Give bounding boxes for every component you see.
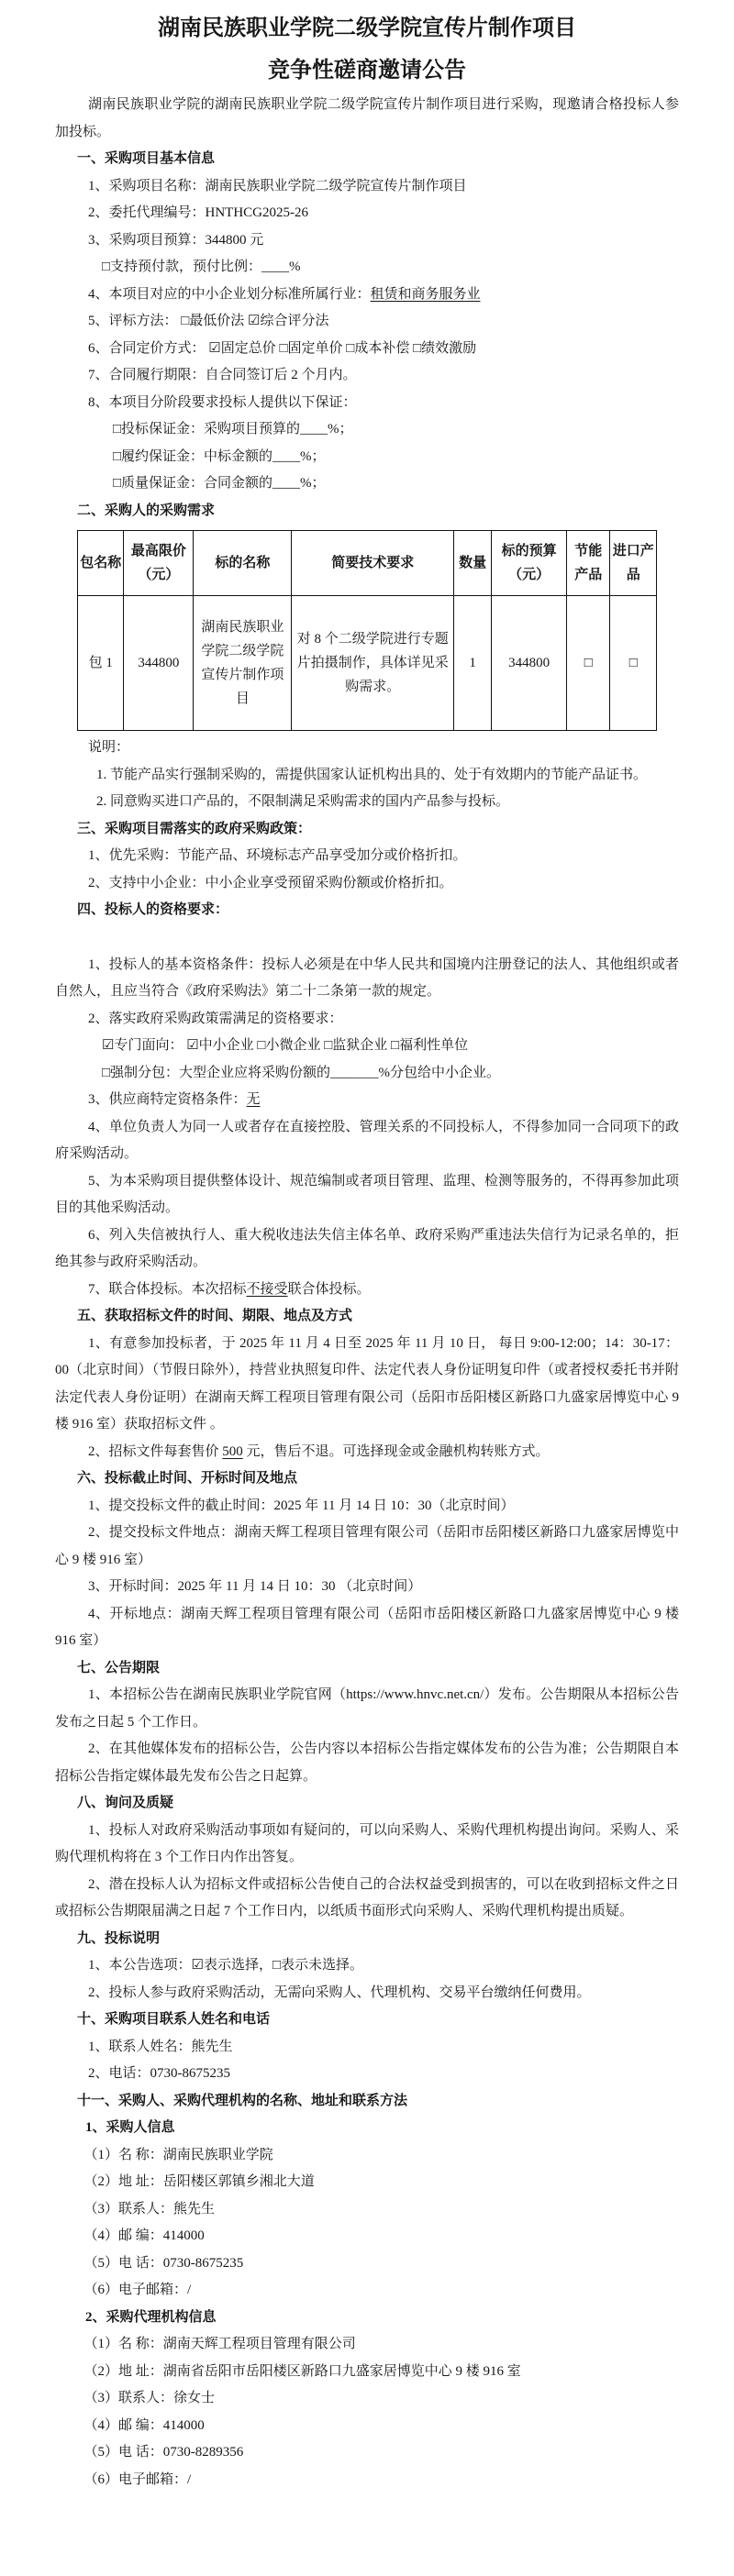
- section5-heading: 五、获取招标文件的时间、期限、地点及方式: [77, 1309, 353, 1323]
- section7-heading: 七、公告期限: [77, 1660, 161, 1675]
- s5-obtain-document: 1、有意参加投标者，于 2025 年 11 月 4 日至 2025 年 11 月 10 日， 每日 9:00-12:00；14：30-17：00（北京时间）（节假日除外），持营业执照复印件、法定代表人身份证明复印件（或者授权委托书并附法定代表人身份证明）在湖南天辉工程项目管理有限公司（岳阳市岳阳楼区新路口九盛家居博览中心 9 楼 916 室）获取招标文件 。: [55, 1335, 679, 1432]
- s2-note-2: 2. 同意购买进口产品的，不限制满足采购需求的国内产品参与投标。: [96, 794, 510, 809]
- s5-document-price-line: [55, 1439, 679, 1466]
- s3-priority-procurement: 1、优先采购：节能产品、环境标志产品享受加分或价格折扣。: [88, 848, 467, 863]
- th-package-name: 包名称: [78, 531, 124, 596]
- buyer-email: （6）电子邮箱：/: [83, 2283, 192, 2297]
- cell-energy-saving-checkbox: □: [567, 596, 610, 731]
- s4-specific-qualification-value: 无: [246, 1092, 261, 1107]
- agent-email: （6）电子邮箱：/: [83, 2471, 192, 2487]
- section11-heading: 十一、采购人、采购代理机构的名称、地址和联系方法: [77, 2093, 408, 2108]
- s5-price-post: 元，售后不退。可选择现金或金融机构转账方式。: [242, 1443, 550, 1459]
- cell-quantity: 1: [454, 596, 492, 731]
- s1-pricing-line: 6、合同定价方式： ☑固定总价 □固定单价 □成本补偿 □绩效激励: [88, 340, 477, 356]
- agent-phone: （5）电 话：0730-8289356: [83, 2445, 244, 2460]
- agent-contact: （3）联系人：徐女士: [83, 2391, 216, 2405]
- section9-heading: 九、投标说明: [77, 1930, 161, 1946]
- th-imported: 进口产品: [610, 531, 657, 596]
- s4-basic-qualification: 1、投标人的基本资格条件：投标人必须是在中华人民共和国境内注册登记的法人、其他组织或者自然人，且应当符合《政府采购法》第二十二条第一款的规定。: [55, 956, 679, 999]
- procurement-demand-table-wrapper: [77, 530, 657, 731]
- s4-consortium-line: [55, 1277, 679, 1304]
- s6-deadline: 1、提交投标文件的截止时间：2025 年 11 月 14 日 10：30（北京时间）: [88, 1498, 515, 1513]
- s7-publish-media: 1、本招标公告在湖南民族职业学院官网（https://www.hnvc.net.cn/）发布。公告期限从本招标公告发布之日起 5 个工作日。: [55, 1687, 679, 1730]
- agent-name: （1）名 称：湖南天辉工程项目管理有限公司: [83, 2337, 356, 2351]
- th-subject-name: 标的名称: [194, 531, 292, 596]
- s1-prepay-checkbox-line: □支持预付款，预付比例：____%: [102, 260, 301, 274]
- cell-max-price: 344800: [124, 596, 194, 731]
- doc-title-line1: 湖南民族职业学院二级学院宣传片制作项目: [158, 17, 576, 40]
- buyer-postcode: （4）邮 编：414000: [83, 2228, 205, 2243]
- s4-design-service-rule: 5、为本采购项目提供整体设计、规范编制或者项目管理、监理、检测等服务的，不得再参加此项目的其他采购活动。: [55, 1173, 679, 1215]
- buyer-info-heading: 1、采购人信息: [85, 2120, 175, 2135]
- s1-guarantee-intro: 8、本项目分阶段要求投标人提供以下保证：: [88, 394, 357, 410]
- s4-specific-qualification-label: 3、供应商特定资格条件：: [88, 1092, 247, 1107]
- s4-consortium-pre: 7、联合体投标。本次招标: [88, 1281, 247, 1297]
- s1-industry-value: 租赁和商务服务业: [370, 286, 481, 302]
- s4-specific-qualification-line: [55, 1087, 679, 1114]
- s1-performance-bond-line: □履约保证金：中标金额的____%；: [113, 448, 326, 464]
- th-max-price: 最高限价（元）: [124, 531, 194, 596]
- s1-industry-line: [55, 282, 679, 309]
- section3-heading: 三、采购项目需落实的政府采购政策：: [77, 821, 312, 836]
- s1-budget: 3、采购项目预算：344800 元: [88, 232, 264, 248]
- s5-price-pre: 2、招标文件每套售价: [88, 1443, 223, 1459]
- section10-heading: 十、采购项目联系人姓名和电话: [77, 2012, 271, 2027]
- s4-subcontract-checkbox-line: □强制分包：大型企业应将采购份额的_______%分包给中小企业。: [102, 1065, 501, 1080]
- table-header-row: [78, 531, 657, 596]
- buyer-contact: （3）联系人：熊先生: [83, 2201, 216, 2217]
- s1-project-name: 1、采购项目名称：湖南民族职业学院二级学院宣传片制作项目: [88, 178, 467, 193]
- s4-consortium-not-accept: 不接受: [246, 1281, 288, 1297]
- s8-inquiry: 1、投标人对政府采购活动事项如有疑问的，可以向采购人、采购代理机构提出询问。采购人、采购代理机构将在 3 个工作日内作出答复。: [55, 1822, 679, 1864]
- table-row: [78, 596, 657, 731]
- cell-tech-requirements: 对 8 个二级学院进行专题片拍摄制作，具体详见采购需求。: [292, 596, 454, 731]
- buyer-name: （1）名 称：湖南民族职业学院: [83, 2147, 273, 2162]
- buyer-phone: （5）电 话：0730-8675235: [83, 2255, 244, 2271]
- procurement-demand-table: [77, 530, 657, 731]
- section4-heading: 四、投标人的资格要求：: [77, 902, 229, 917]
- intro-paragraph: 湖南民族职业学院的湖南民族职业学院二级学院宣传片制作项目进行采购，现邀请合格投标人参加投标。: [55, 97, 679, 139]
- th-tech-requirements: 简要技术要求: [292, 531, 454, 596]
- s9-checkbox-legend: 1、本公告选项：☑表示选择，□表示未选择。: [88, 1958, 364, 1973]
- s3-support-sme: 2、支持中小企业：中小企业享受预留采购份额或价格折扣。: [88, 875, 453, 890]
- s4-policy-qualification: 2、落实政府采购政策需满足的资格要求：: [88, 1011, 343, 1026]
- s9-no-fee: 2、投标人参与政府采购活动，无需向采购人、代理机构、交易平台缴纳任何费用。: [88, 1985, 591, 2000]
- s2-note-label: 说明：: [88, 740, 130, 755]
- section8-heading: 八、询问及质疑: [77, 1796, 174, 1810]
- s6-submit-place: 2、提交投标文件地点：湖南天辉工程项目管理有限公司（岳阳市岳阳楼区新路口九盛家居博览中心 9 楼 916 室）: [55, 1525, 679, 1567]
- s8-objection: 2、潜在投标人认为招标文件或招标公告使自己的合法权益受到损害的，可以在收到招标文件之日或招标公告期限届满之日起 7 个工作日内，以纸质书面形式向采购人、采购代理机构提出质疑。: [55, 1876, 679, 1918]
- s4-same-principal-rule: 4、单位负责人为同一人或者存在直接控股、管理关系的不同投标人，不得参加同一合同项下的政府采购活动。: [55, 1119, 679, 1161]
- th-quantity: 数量: [454, 531, 492, 596]
- cell-subject-name: 湖南民族职业学院二级学院宣传片制作项目: [194, 596, 292, 731]
- s1-agency-number: 2、委托代理编号：HNTHCG2025-26: [88, 205, 308, 220]
- s10-contact-name: 1、联系人姓名：熊先生: [88, 2039, 233, 2054]
- s1-quality-bond-line: □质量保证金：合同金额的____%；: [113, 476, 326, 491]
- section2-heading: 二、采购人的采购需求: [77, 503, 216, 518]
- s4-targeted-checkbox-line: ☑专门面向： ☑中小企业 □小微企业 □监狱企业 □福利性单位: [102, 1038, 469, 1053]
- section1-heading: 一、采购项目基本信息: [77, 151, 216, 166]
- section6-heading: 六、投标截止时间、开标时间及地点: [77, 1471, 298, 1486]
- s1-contract-term: 7、合同履行期限：自合同签订后 2 个月内。: [88, 368, 357, 382]
- s7-other-media: 2、在其他媒体发布的招标公告，公告内容以本招标公告指定媒体发布的公告为准；公告期限自本招标公告指定媒体最先发布公告之日起算。: [55, 1741, 679, 1784]
- s1-bid-bond-line: □投标保证金：采购项目预算的____%；: [113, 422, 353, 437]
- agent-address: （2）地 址：湖南省岳阳市岳阳楼区新路口九盛家居博览中心 9 楼 916 室: [83, 2363, 521, 2379]
- agent-postcode: （4）邮 编：414000: [83, 2417, 205, 2433]
- s6-open-place: 4、开标地点：湖南天辉工程项目管理有限公司（岳阳市岳阳楼区新路口九盛家居博览中心 9 楼 916 室）: [55, 1606, 679, 1648]
- s10-contact-phone: 2、电话：0730-8675235: [88, 2066, 230, 2081]
- s4-dishonest-list-rule: 6、列入失信被执行人、重大税收违法失信主体名单、政府采购严重违法失信行为记录名单的，拒绝其参与政府采购活动。: [55, 1227, 679, 1269]
- agent-info-heading: 2、采购代理机构信息: [85, 2309, 217, 2325]
- buyer-address: （2）地 址：岳阳楼区郭镇乡湘北大道: [83, 2174, 315, 2189]
- s1-eval-method-line: 5、评标方法： □最低价法 ☑综合评分法: [88, 314, 329, 328]
- s2-note-1: 1. 节能产品实行强制采购的，需提供国家认证机构出具的、处于有效期内的节能产品证书。: [96, 767, 648, 782]
- s4-consortium-post: 联合体投标。: [287, 1281, 371, 1297]
- cell-package-name: 包 1: [78, 596, 124, 731]
- doc-title-line2: 竞争性磋商邀请公告: [268, 59, 466, 83]
- th-subject-budget: 标的预算（元）: [492, 531, 567, 596]
- th-energy-saving: 节能产品: [567, 531, 610, 596]
- s6-open-time: 3、开标时间：2025 年 11 月 14 日 10：30 （北京时间）: [88, 1579, 422, 1594]
- cell-imported-checkbox: □: [610, 596, 657, 731]
- cell-subject-budget: 344800: [492, 596, 567, 731]
- s1-industry-label: 4、本项目对应的中小企业划分标准所属行业：: [88, 286, 371, 302]
- s5-price-value: 500: [222, 1443, 243, 1459]
